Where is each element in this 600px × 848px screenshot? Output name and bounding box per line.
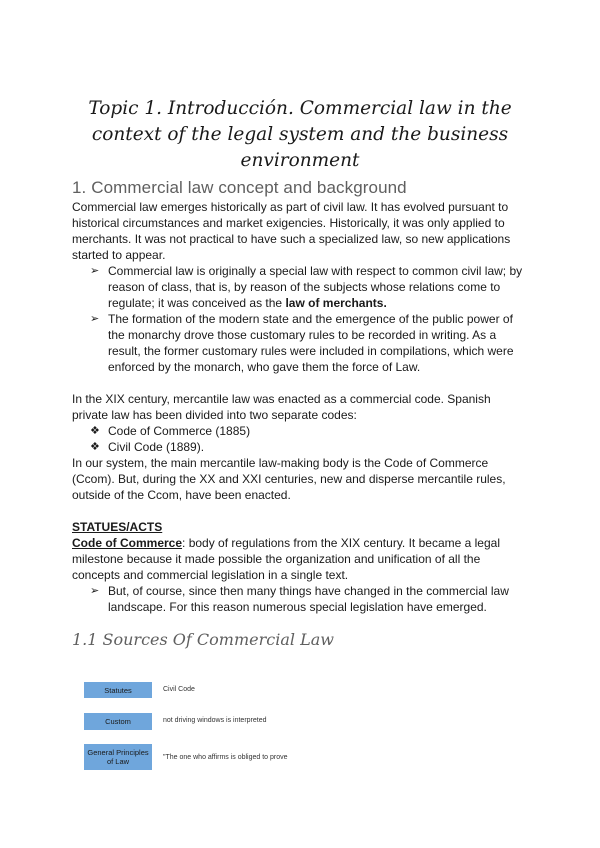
changes-line-2: landscape. For this reason numerous special legislation have emerged. — [108, 600, 487, 614]
document-title — [72, 96, 528, 174]
code-of-commerce-term: Code of Commerce — [72, 536, 183, 550]
statutes-heading: STATUES/ACTS — [72, 520, 163, 534]
statutes-line-3: concepts and commercial legislation in a single text. — [72, 568, 349, 582]
intro-line-3: merchants. It was not practical to have such a specialized law, so new applications — [72, 232, 511, 246]
para2-line-1: In the XIX century, mercantile law was enacted as a commercial code. Spanish — [72, 392, 491, 406]
title-line-2: context of the legal system and the business — [91, 124, 509, 145]
section-1-1-heading: 1.1 Sources Of Commercial Law — [72, 630, 334, 649]
statutes-line-2: milestone because it made possible the organization and unification of all the — [72, 552, 481, 566]
code-item-text: Civil Code (1889). — [108, 440, 205, 454]
general-principles-box: General Principles of Law — [84, 744, 152, 770]
diamond-bullet-icon: ❖ — [90, 425, 100, 437]
statutes-box: Statutes — [84, 682, 152, 698]
intro-line-2: historical circumstances and market exigencies. Historically, it was only applied to — [72, 216, 505, 230]
para3-line-2: (Ccom). But, during the XX and XXI centuries, new and disperse mercantile rules, — [72, 472, 506, 486]
intro-line-1: Commercial law emerges historically as part of civil law. It has evolved pursuant to — [72, 200, 509, 214]
bullet-2-line-1: The formation of the modern state and the emergence of the public power of — [108, 312, 513, 326]
section-1-heading: 1. Commercial law concept and background — [72, 178, 407, 197]
bullet-1-line-2: reason of class, that is, by reason of the subjects whose relations come to — [108, 280, 501, 294]
para3-line-1: In our system, the main mercantile law-making body is the Code of Commerce — [72, 456, 489, 470]
para3-line-3: outside of the Ccom, have been enacted. — [72, 488, 291, 502]
title-line-3: environment — [240, 150, 360, 171]
arrow-bullet-icon: ➢ — [90, 585, 100, 597]
diamond-bullet-icon: ❖ — [90, 441, 100, 453]
bullet-2-line-3: result, the former customary rules were included in compilations, which were — [108, 344, 514, 358]
intro-line-4: started to appear. — [72, 248, 166, 262]
custom-box: Custom — [84, 713, 152, 730]
bullet-2-line-4: enforced by the monarch, who gave them the force of Law. — [108, 360, 421, 374]
para2-line-2: private law has been divided into two separate codes: — [72, 408, 357, 422]
arrow-bullet-icon: ➢ — [90, 265, 100, 277]
bullet-1-line-1: Commercial law is originally a special law with respect to common civil law; by — [108, 264, 523, 278]
bullet-1-line-3-text: regulate; it was conceived as the — [108, 296, 286, 310]
law-of-merchants-emphasis: law of merchants. — [285, 296, 387, 310]
custom-example: not driving windows is interpreted — [163, 717, 267, 724]
title-line-1: Topic 1. Introducción. Commercial law in the — [88, 98, 512, 119]
bullet-2-line-2: the monarchy drove those customary rules to be recorded in writing. As a — [108, 328, 497, 342]
code-item-text: Code of Commerce (1885) — [108, 424, 251, 438]
general-principles-example: "The one who affirms is obliged to prove — [163, 754, 288, 761]
changes-line-1: But, of course, since then many things have changed in the commercial law — [108, 584, 509, 598]
arrow-bullet-icon: ➢ — [90, 313, 100, 325]
statutes-line-1-text: : body of regulations from the XIX century. It became a legal — [182, 536, 500, 550]
bullet-1-line-3 — [108, 295, 387, 311]
statutes-line-1 — [72, 535, 500, 551]
statutes-example: Civil Code — [163, 686, 195, 693]
